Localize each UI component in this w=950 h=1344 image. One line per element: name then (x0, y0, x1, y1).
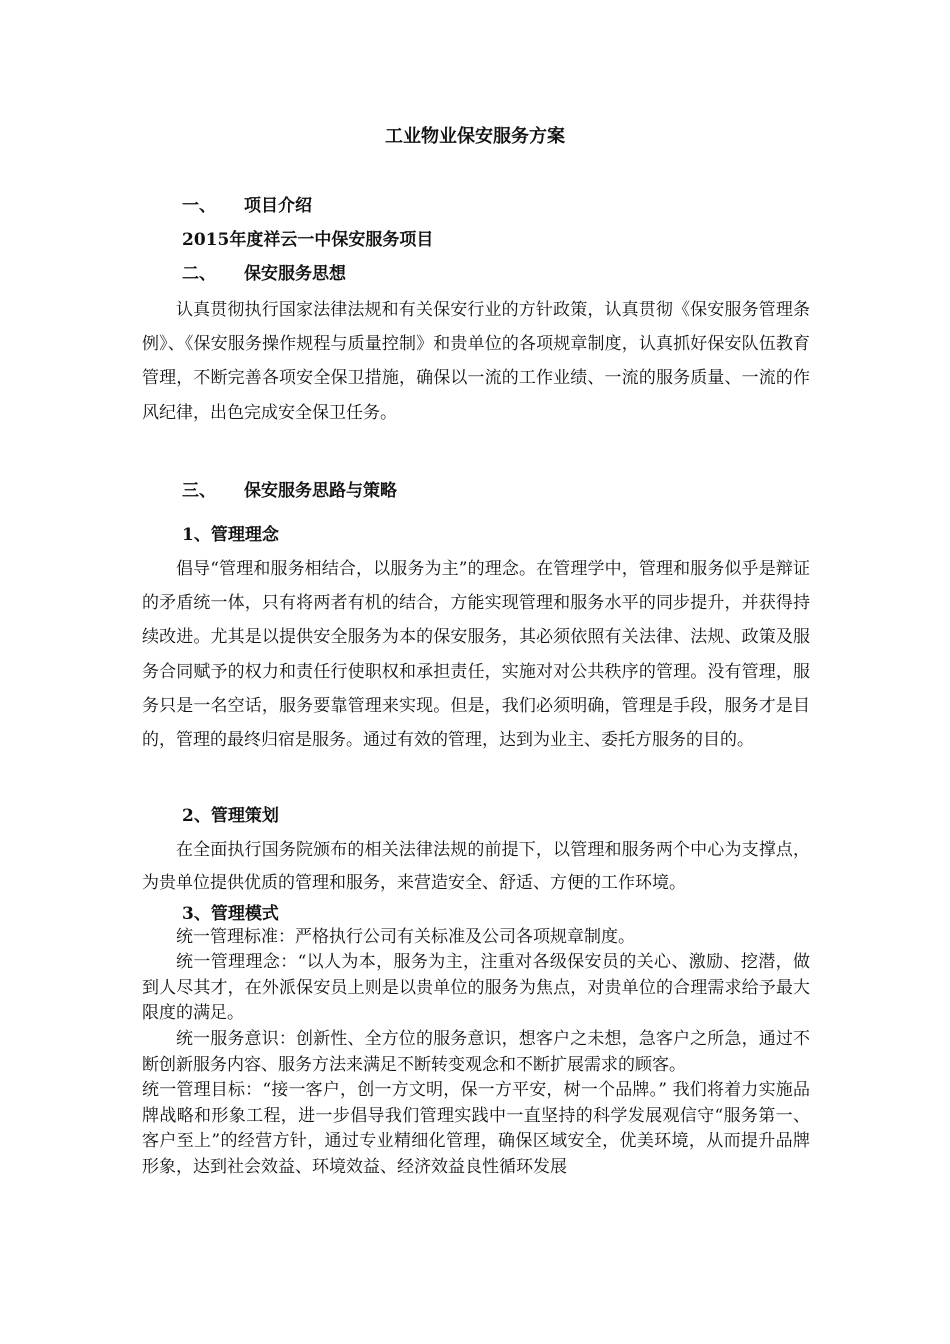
mode-item-standard: 统一管理标准：严格执行公司有关标准及公司各项规章制度。 (176, 927, 635, 947)
section-2-paragraph: 认真贯彻执行国家法律法规和有关保安行业的方针政策，认真贯彻《保安服务管理条例》、《保安服务操作规程与质量控制》和贵单位的各项规章制度，认真抓好保安队伍教育管理，不断完善各项安全保卫措施，确保以一流的工作业绩、一流的服务质量、一流的作风纪律，出色完成安全保卫任务。 (142, 300, 810, 423)
section-number: 三、 (182, 481, 216, 501)
subheading-3: 3、管理模式 (182, 904, 279, 924)
section-heading-1 (182, 193, 312, 219)
section-number: 一、 (182, 196, 216, 216)
mode-item-goal: 统一管理目标：“接一客户，创一方文明，保一方平安，树一个品牌。” 我们将着力实施品牌战略和形象工程，进一步倡导我们管理实践中一直坚持的科学发展观信守“服务第一、客户至上”的经营方针，通过专业精细化管理，确保区域安全，优美环境，从而提升品牌形象，达到社会效益、环境效益、经济效益良性循环发展 (142, 1080, 810, 1177)
section-number: 二、 (182, 264, 216, 284)
document-title: 工业物业保安服务方案 (385, 126, 565, 147)
management-concept-paragraph: 倡导“管理和服务相结合，以服务为主”的理念。在管理学中，管理和服务似乎是辩证的矛盾统一体，只有将两者有机的结合，方能实现管理和服务水平的同步提升，并获得持续改进。尤其是以提供安全服务为本的保安服务，其必须依照有关法律、法规、政策及服务合同赋予的权力和责任行使职权和承担责任，实施对对公共秩序的管理。没有管理，服务只是一名空话，服务要靠管理来实现。但是，我们必须明确，管理是手段，服务才是目的，管理的最终归宿是服务。通过有效的管理，达到为业主、委托方服务的目的。 (142, 559, 810, 751)
section-title: 保安服务思想 (244, 264, 346, 284)
subheading-1: 1、管理理念 (182, 525, 279, 545)
section-title: 项目介绍 (244, 196, 312, 216)
mode-item-concept: 统一管理理念：“以人为本，服务为主，注重对各级保安员的关心、激励、挖潜，做到人尽其才，在外派保安员上则是以贵单位的服务为焦点，对贵单位的合理需求给予最大限度的满足。 (142, 952, 810, 1023)
management-planning-paragraph: 在全面执行国务院颁布的相关法律法规的前提下，以管理和服务两个中心为支撑点，为贵单位提供优质的管理和服务，来营造安全、舒适、方便的工作环境。 (142, 840, 810, 893)
subheading-2: 2、管理策划 (182, 806, 279, 826)
section-title: 保安服务思路与策略 (244, 481, 397, 501)
project-name: 2015年度祥云一中保安服务项目 (182, 230, 434, 250)
mode-item-service: 统一服务意识：创新性、全方位的服务意识，想客户之未想，急客户之所急，通过不断创新服务内容、服务方法来满足不断转变观念和不断扩展需求的顾客。 (142, 1029, 810, 1075)
section-heading-2 (182, 261, 346, 287)
section-heading-3 (182, 478, 397, 504)
